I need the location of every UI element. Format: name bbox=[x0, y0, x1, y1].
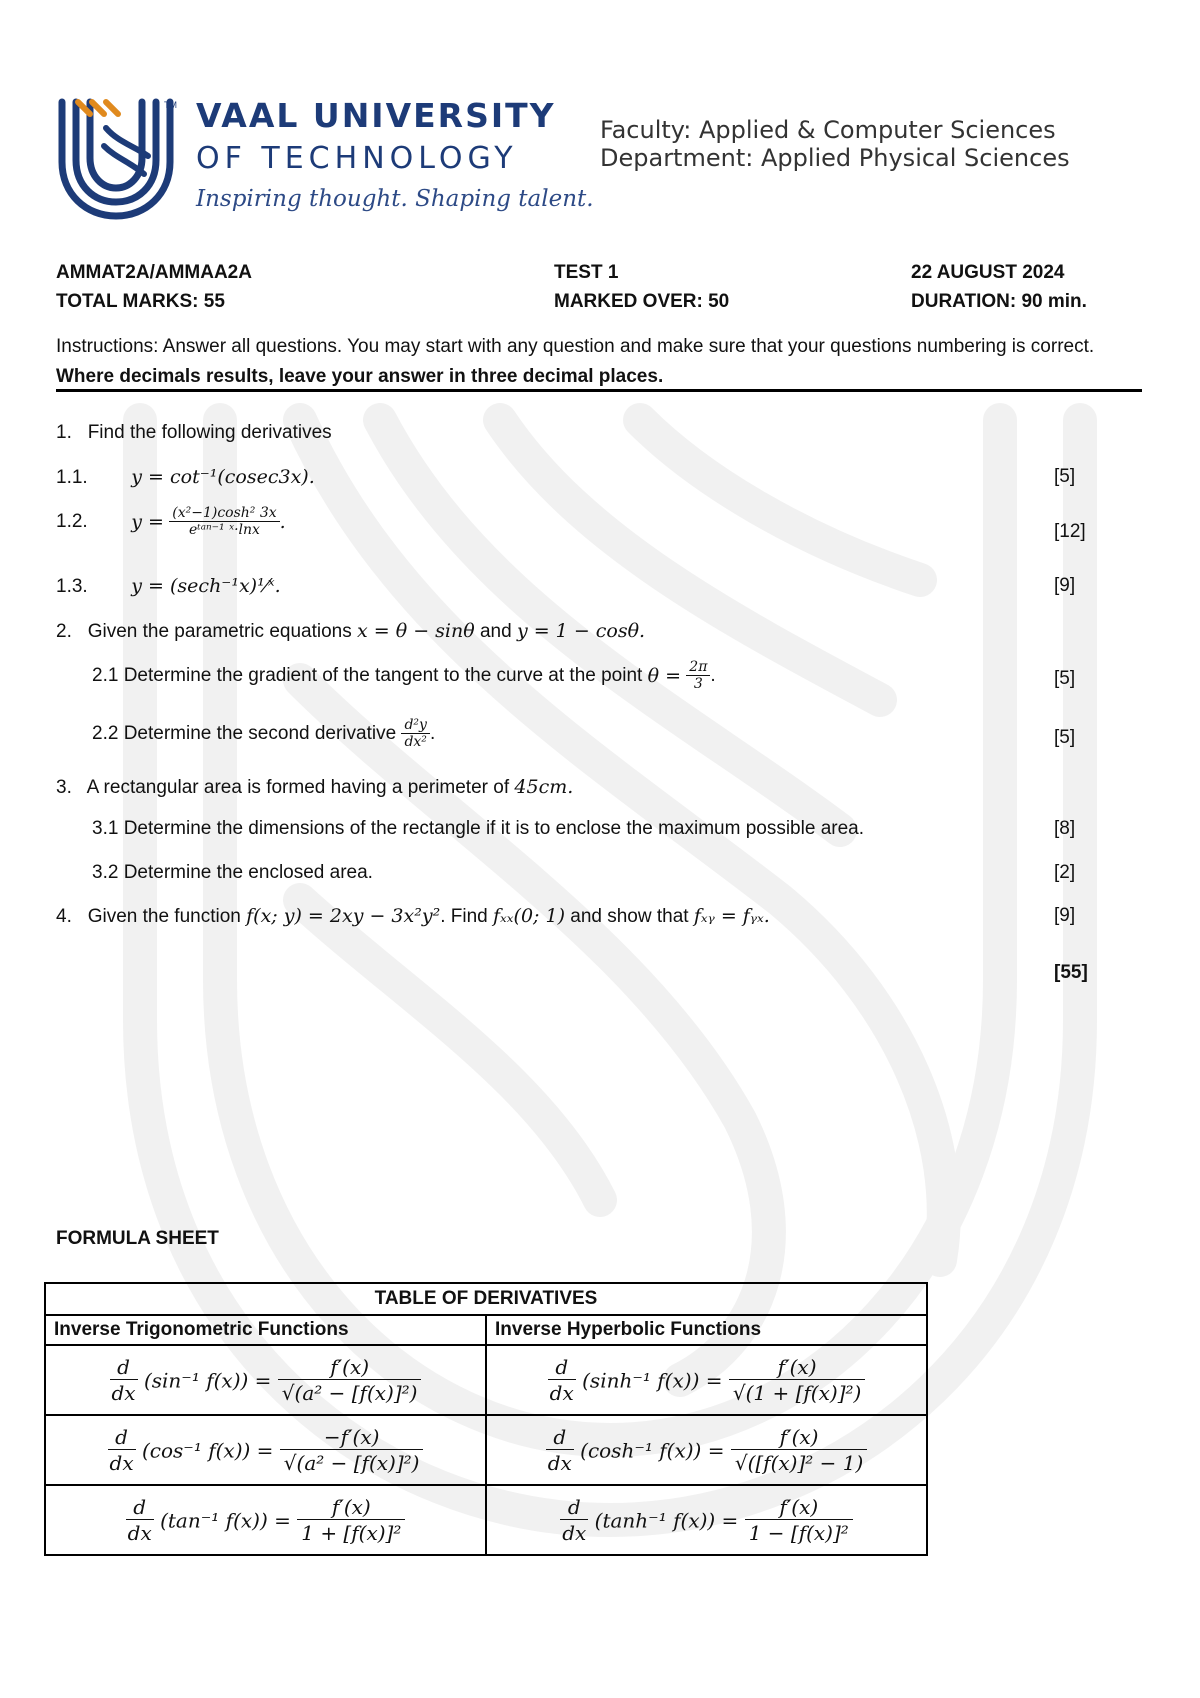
marks-1-1: [5] bbox=[1054, 466, 1076, 487]
question-number: 1. bbox=[56, 422, 72, 443]
question-text: 3.1 Determine the dimensions of the rectangle if it is to enclose the maximum possible area. bbox=[92, 818, 864, 839]
fraction-numerator: 2π bbox=[686, 660, 710, 676]
formula-fraction: $\frac{f'(x)}{\text{√(1 + [f(x)]²)}}$ bbox=[729, 1355, 865, 1406]
table-row bbox=[45, 1345, 927, 1415]
formula-sheet-title: FORMULA SHEET bbox=[56, 1228, 219, 1249]
question-2 bbox=[56, 620, 645, 643]
formula-function: (cosh⁻¹ f(x)) = bbox=[580, 1438, 725, 1462]
derivative-operator: $\frac{d}{dx}$ bbox=[562, 1494, 587, 1545]
question-expression: fₓᵧ = fᵧₓ. bbox=[693, 905, 770, 927]
test-name: TEST 1 bbox=[554, 262, 619, 283]
trademark-mark: TM bbox=[164, 100, 177, 110]
table-header-row bbox=[45, 1315, 927, 1345]
test-date: 22 AUGUST 2024 bbox=[911, 262, 1065, 283]
formula-function: (tan⁻¹ f(x)) = bbox=[160, 1508, 291, 1532]
question-4 bbox=[56, 905, 770, 928]
university-tagline: Inspiring thought. Shaping talent. bbox=[196, 186, 594, 212]
question-text: . Find bbox=[440, 906, 488, 927]
formula-fraction: $\frac{-f'(x)}{\text{√(a² − [f(x)]²)}}$ bbox=[280, 1425, 424, 1476]
formula-fraction: $\frac{f'(x)}{\text{√(a² − [f(x)]²)}}$ bbox=[278, 1355, 422, 1406]
marks-2-1: [5] bbox=[1054, 668, 1076, 689]
fraction bbox=[686, 660, 710, 692]
derivative-operator: $\frac{d}{dx}$ bbox=[111, 1354, 136, 1405]
table-title: TABLE OF DERIVATIVES bbox=[45, 1283, 927, 1315]
question-text: and bbox=[479, 621, 512, 642]
course-code: AMMAT2A/AMMAA2A bbox=[56, 262, 252, 283]
fraction-denominator: eᵗᵃⁿ⁻¹ ˣ·lnx bbox=[189, 522, 260, 538]
question-expression: y = (sech⁻¹x)¹⁄ˣ. bbox=[131, 575, 281, 597]
marked-over: MARKED OVER: 50 bbox=[554, 291, 730, 312]
question-expression: fₓₓ(0; 1) bbox=[493, 905, 565, 927]
fraction bbox=[401, 718, 429, 750]
question-1-1 bbox=[56, 466, 315, 489]
marks-3-1: [8] bbox=[1054, 818, 1076, 839]
duration: DURATION: 90 min. bbox=[911, 291, 1087, 312]
fraction-denominator: 3 bbox=[693, 676, 703, 692]
formula-function: (tanh⁻¹ f(x)) = bbox=[594, 1508, 739, 1532]
formula-fraction: $\frac{f'(x)}{\text{1 − [f(x)]²}}$ bbox=[745, 1495, 853, 1546]
derivatives-table bbox=[44, 1282, 928, 1556]
university-name: VAAL UNIVERSITY bbox=[196, 96, 556, 135]
vut-logo-icon bbox=[56, 98, 176, 220]
fraction-numerator: d²y bbox=[401, 718, 429, 734]
formula-arcsin bbox=[45, 1345, 486, 1415]
question-expression: f(x; y) = 2xy − 3x²y² bbox=[246, 905, 441, 927]
question-lhs: θ = bbox=[647, 665, 681, 687]
question-text: Given the function bbox=[87, 906, 241, 927]
question-1 bbox=[56, 422, 332, 444]
formula-function: (cos⁻¹ f(x)) = bbox=[141, 1438, 274, 1462]
question-expression: y = cot⁻¹(cosec3x). bbox=[131, 466, 315, 488]
question-text: and show that bbox=[570, 906, 689, 927]
question-2-1: 2.1 Determine the gradient of the tangent to the curve at the point θ = $\frac{2\pi}{3}$ . bbox=[92, 659, 716, 692]
question-3 bbox=[56, 776, 573, 799]
derivative-operator: $\frac{d}{dx}$ bbox=[547, 1424, 572, 1475]
question-lhs: y = bbox=[131, 511, 164, 533]
column-header-hyperbolic: Inverse Hyperbolic Functions bbox=[486, 1315, 927, 1345]
total-marks: TOTAL MARKS: 55 bbox=[56, 291, 225, 312]
fraction-numerator: (x²−1)cosh² 3x bbox=[169, 506, 279, 522]
question-number: 1.3. bbox=[56, 576, 88, 597]
formula-arccos bbox=[45, 1415, 486, 1485]
formula-artanh bbox=[486, 1485, 927, 1555]
formula-function: (sin⁻¹ f(x)) = bbox=[143, 1368, 272, 1392]
faculty-label: Faculty: Applied & Computer Sciences bbox=[600, 116, 1056, 144]
university-subtitle: OF TECHNOLOGY bbox=[196, 141, 518, 176]
marks-1-3: [9] bbox=[1054, 575, 1076, 596]
formula-fraction: $\frac{f'(x)}{\text{1 + [f(x)]²}}$ bbox=[297, 1495, 405, 1546]
question-1-3 bbox=[56, 575, 281, 598]
question-2-2: 2.2 Determine the second derivative $\frac{\text{d²y}}{\text{dx²}}$ . bbox=[92, 717, 436, 750]
total-marks-bracket: [55] bbox=[1054, 962, 1088, 983]
marks-2-2: [5] bbox=[1054, 727, 1076, 748]
question-expression: 45cm. bbox=[514, 776, 574, 798]
derivative-operator: $\frac{d}{dx}$ bbox=[109, 1424, 134, 1475]
table-row bbox=[45, 1485, 927, 1555]
fraction-denominator: dx² bbox=[404, 734, 427, 750]
fraction bbox=[169, 506, 279, 538]
derivative-operator: $\frac{d}{dx}$ bbox=[549, 1354, 574, 1405]
question-number: 4. bbox=[56, 906, 72, 927]
instructions-bold-text: Where decimals results, leave your answer in three decimal places. bbox=[56, 366, 664, 387]
table-title-row bbox=[45, 1283, 927, 1315]
marks-4: [9] bbox=[1054, 905, 1076, 926]
instructions bbox=[56, 332, 1136, 392]
question-number: 1.1. bbox=[56, 467, 88, 488]
department-label: Department: Applied Physical Sciences bbox=[600, 144, 1070, 172]
marks-3-2: [2] bbox=[1054, 862, 1076, 883]
instructions-text: Instructions: Answer all questions. You may start with any question and make sure that your questions numbering is correct. bbox=[56, 336, 1095, 357]
question-number: 3. bbox=[56, 777, 72, 798]
question-text: A rectangular area is formed having a perimeter of bbox=[86, 777, 510, 798]
formula-function: (sinh⁻¹ f(x)) = bbox=[582, 1368, 723, 1392]
table-row bbox=[45, 1415, 927, 1485]
question-text: Find the following derivatives bbox=[87, 422, 332, 443]
column-header-trig: Inverse Trigonometric Functions bbox=[45, 1315, 486, 1345]
question-number: 2. bbox=[56, 621, 72, 642]
question-expression: x = θ − sinθ bbox=[357, 620, 475, 642]
question-3-1 bbox=[92, 818, 864, 840]
formula-arsinh bbox=[486, 1345, 927, 1415]
question-text: Given the parametric equations bbox=[87, 621, 352, 642]
question-3-2 bbox=[92, 862, 373, 884]
question-1-2: 1.2. y = $\frac{\text{(x²−1)cosh² 3x}}{\text{eᵗᵃⁿ⁻¹ ˣ·lnx}}$ . bbox=[56, 505, 286, 538]
header-divider bbox=[56, 389, 1142, 392]
derivative-operator: $\frac{d}{dx}$ bbox=[127, 1494, 152, 1545]
question-number: 1.2. bbox=[56, 511, 88, 532]
marks-1-2: [12] bbox=[1054, 521, 1086, 542]
formula-arcosh bbox=[486, 1415, 927, 1485]
question-text: 3.2 Determine the enclosed area. bbox=[92, 862, 373, 883]
formula-fraction: $\frac{f'(x)}{\text{√([f(x)]² − 1)}}$ bbox=[731, 1425, 867, 1476]
formula-arctan bbox=[45, 1485, 486, 1555]
question-text: 2.1 Determine the gradient of the tangent to the curve at the point bbox=[92, 665, 643, 686]
question-text: 2.2 Determine the second derivative bbox=[92, 723, 397, 744]
question-expression: y = 1 − cosθ. bbox=[516, 620, 646, 642]
